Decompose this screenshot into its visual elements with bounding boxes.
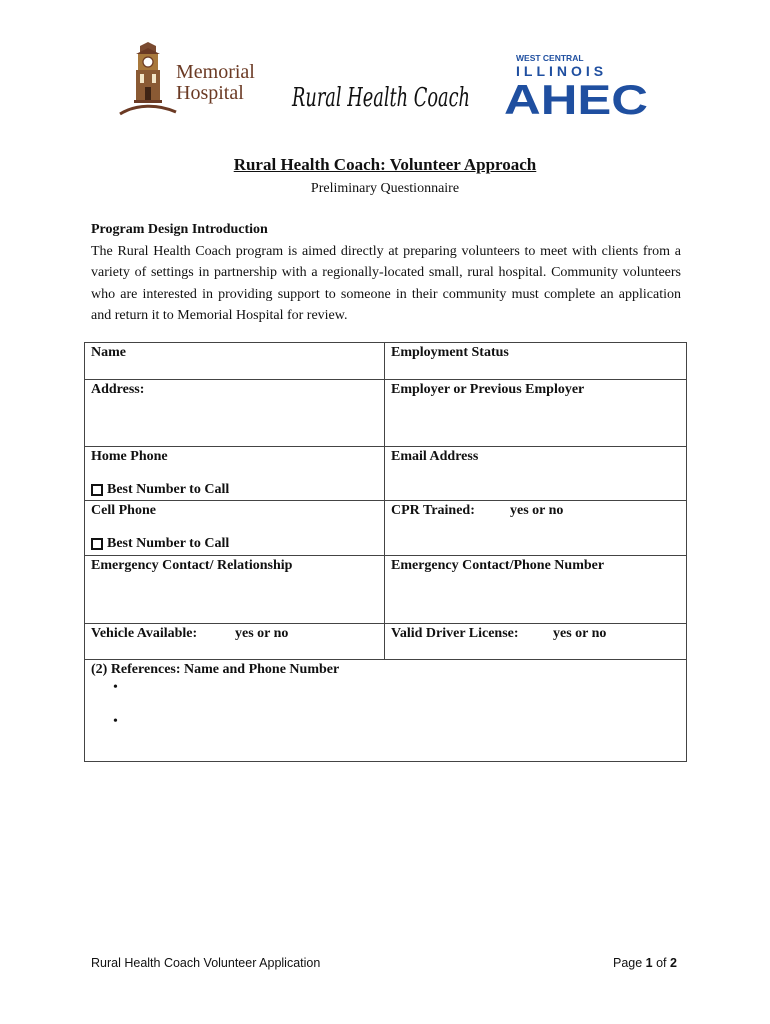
best-number-cell-label: Best Number to Call [107,536,230,551]
license-label: Valid Driver License: [391,626,519,641]
page-total: 2 [670,956,677,970]
email-label: Email Address [391,449,479,464]
employment-status-field[interactable] [384,342,687,379]
page-current: 1 [645,956,653,970]
references-label: (2) References: Name and Phone Number [91,662,340,677]
cell-phone-label: Cell Phone [91,503,156,518]
page-subtitle: Preliminary Questionnaire [310,181,460,196]
address-label: Address: [91,382,145,397]
memorial-logo-line1: Memorial [176,61,255,83]
employer-field[interactable] [384,379,687,446]
cpr-yes-no-options[interactable]: yes or no [510,503,564,518]
emergency-contact-field[interactable] [84,555,384,623]
name-label: Name [91,345,126,360]
footer-document-title: Rural Health Coach Volunteer Application [91,956,321,970]
intro-body: The Rural Health Coach program is aimed directly at preparing volunteers to meet with clients from a variety of settings in partnership with a regionally-located small, rural hospital. Community volunteers who are interested in providing support to someone in their community must complete an application and return it to Memorial Hospital for review. [91,243,681,323]
page-of: of [652,956,670,970]
ahec-logo [502,52,652,123]
reference-bullet-2: • [113,714,118,729]
emergency-phone-label: Emergency Contact/Phone Number [391,558,605,573]
memorial-logo-line2: Hospital [176,82,244,104]
logo-bar [0,0,770,140]
application-form-table [84,342,687,762]
page-prefix: Page [613,956,646,970]
best-number-cell-checkbox[interactable] [91,538,103,550]
reference-bullet-1: • [113,680,118,695]
memorial-hospital-logo [118,42,268,118]
ahec-logo-main: AHEC [504,76,648,123]
name-field[interactable] [84,342,384,379]
ahec-logo-mid: ILLINOIS [516,63,608,79]
employer-label: Employer or Previous Employer [391,382,585,397]
address-field[interactable] [84,379,384,446]
employment-status-label: Employment Status [391,345,509,360]
emergency-phone-field[interactable] [384,555,687,623]
license-yes-no-options[interactable]: yes or no [553,626,607,641]
vehicle-field[interactable] [84,623,384,659]
ahec-logo-top: WEST CENTRAL [516,53,584,63]
page-title: Rural Health Coach: Volunteer Approach [233,155,537,174]
references-field[interactable] [84,659,687,762]
best-number-home-label: Best Number to Call [107,482,230,497]
vehicle-yes-no-options[interactable]: yes or no [235,626,289,641]
footer-page-number [613,956,677,970]
cpr-trained-label: CPR Trained: [391,503,475,518]
intro-heading: Program Design Introduction [91,222,268,237]
intro-section [91,219,681,327]
emergency-contact-label: Emergency Contact/ Relationship [91,558,293,573]
home-phone-label: Home Phone [91,449,168,464]
best-number-home-option[interactable] [91,482,229,498]
best-number-cell-option[interactable] [91,536,229,552]
best-number-home-checkbox[interactable] [91,484,103,496]
license-field[interactable] [384,623,687,659]
vehicle-label: Vehicle Available: [91,626,198,641]
rural-health-coach-logo [290,74,475,118]
clock-tower-icon [118,42,178,118]
email-field[interactable] [384,446,687,500]
rural-health-coach-logo-text: Rural Health Coach [291,83,470,113]
